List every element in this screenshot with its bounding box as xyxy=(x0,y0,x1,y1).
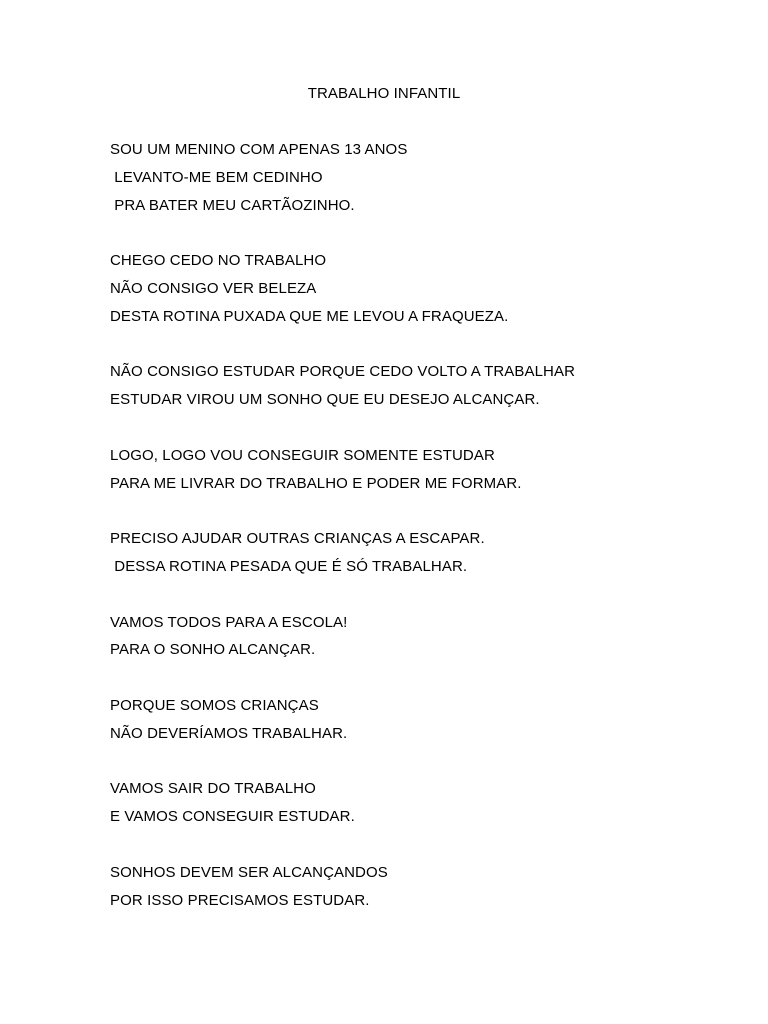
poem-stanza xyxy=(110,251,730,334)
poem-line: NÃO DEVERÍAMOS TRABALHAR. xyxy=(110,724,348,742)
poem-line: NÃO CONSIGO ESTUDAR PORQUE CEDO VOLTO A TRABALHAR xyxy=(110,363,575,381)
poem-line: E VAMOS CONSEGUIR ESTUDAR. xyxy=(110,808,355,826)
poem-line: SONHOS DEVEM SER ALCANÇANDOS xyxy=(110,863,388,881)
poem-line: DESTA ROTINA PUXADA QUE ME LEVOU A FRAQUEZA. xyxy=(110,307,509,325)
poem-line: CHEGO CEDO NO TRABALHO xyxy=(110,252,327,270)
poem-line: PRA BATER MEU CARTÃOZINHO. xyxy=(110,196,355,214)
poem-line: PORQUE SOMOS CRIANÇAS xyxy=(110,696,319,714)
poem-stanza xyxy=(110,863,730,919)
poem-stanza xyxy=(110,446,730,502)
poem-line: NÃO CONSIGO VER BELEZA xyxy=(110,279,317,297)
poem-stanza xyxy=(110,696,730,752)
document-title: TRABALHO INFANTIL xyxy=(307,85,461,102)
poem-stanza xyxy=(110,613,730,669)
poem-line: VAMOS TODOS PARA A ESCOLA! xyxy=(110,613,348,631)
poem-line: PARA ME LIVRAR DO TRABALHO E PODER ME FORMAR. xyxy=(110,474,522,492)
poem-line: PARA O SONHO ALCANÇAR. xyxy=(110,641,316,659)
poem-line: LOGO, LOGO VOU CONSEGUIR SOMENTE ESTUDAR xyxy=(110,446,495,464)
poem-line: ESTUDAR VIROU UM SONHO QUE EU DESEJO ALCANÇAR. xyxy=(110,391,540,409)
poem-stanza xyxy=(110,529,730,585)
poem-line: POR ISSO PRECISAMOS ESTUDAR. xyxy=(110,891,370,909)
poem-body xyxy=(110,140,730,946)
poem-stanza xyxy=(110,140,730,223)
poem-stanza xyxy=(110,779,730,835)
poem-line: DESSA ROTINA PESADA QUE É SÓ TRABALHAR. xyxy=(110,557,468,575)
poem-stanza xyxy=(110,362,730,418)
poem-line: SOU UM MENINO COM APENAS 13 ANOS xyxy=(110,141,408,158)
poem-line: VAMOS SAIR DO TRABALHO xyxy=(110,780,316,798)
poem-line: PRECISO AJUDAR OUTRAS CRIANÇAS A ESCAPAR. xyxy=(110,530,485,548)
poem-line: LEVANTO-ME BEM CEDINHO xyxy=(110,168,323,186)
